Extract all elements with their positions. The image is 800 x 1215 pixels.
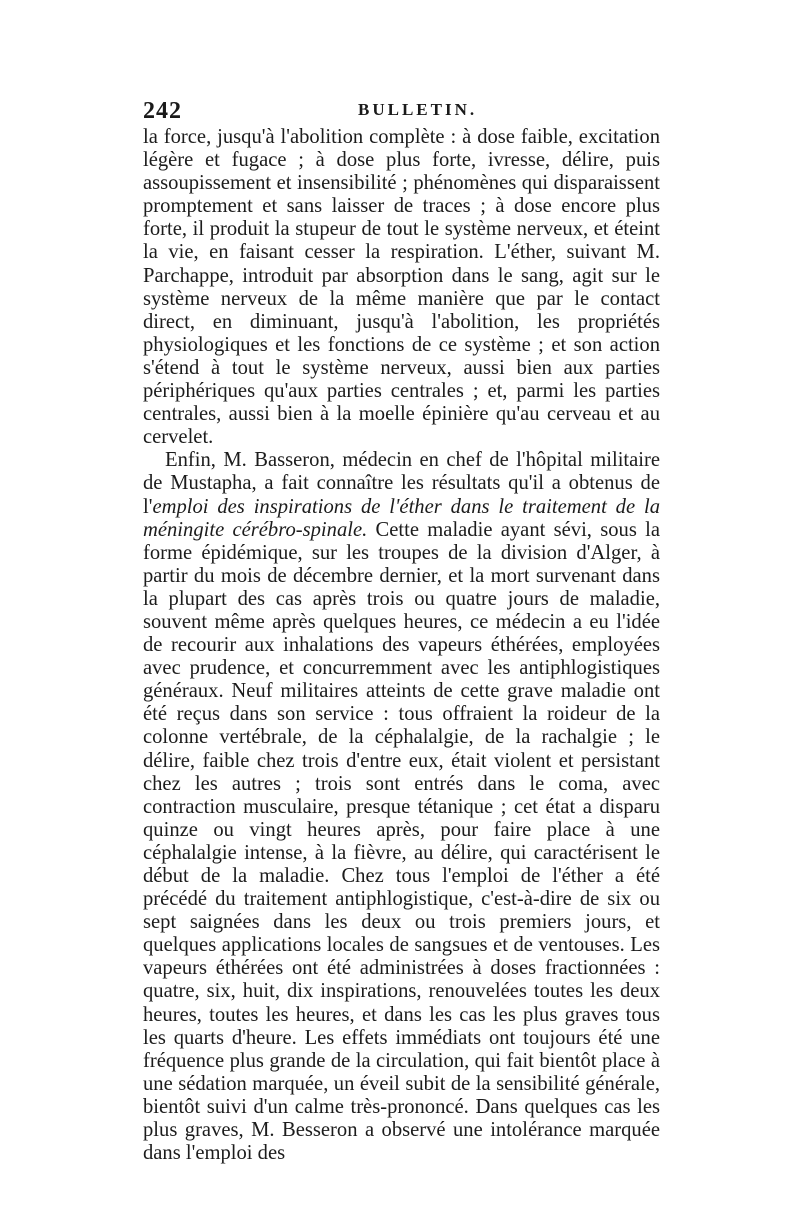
- page-header: [143, 98, 663, 128]
- paragraph-2-italic-title: emploi des inspirations de l'éther dans le traitement de la méningite cérébro-spinale.: [143, 495, 660, 541]
- body-text: [143, 126, 660, 1165]
- paragraph-2-rest: Cette maladie ayant sévi, sous la forme épidémique, sur les troupes de la division d'Alger, à partir du mois de décembre dernier, et la mort survenant dans la plupart des cas après trois ou quatre jours de maladie, souvent même après quelques heures, ce médecin a eu l'idée de recourir aux inhalations des vapeurs éthérées, employées avec prudence, et concurremment avec les antiphlogistiques généraux. Neuf militaires atteints de cette grave maladie ont été reçus dans son service : tous offraient la roideur de la colonne vertébrale, de la céphalalgie, de la rachalgie ; le délire, faible chez trois d'entre eux, était violent et persistant chez les autres ; trois sont entrés dans le coma, avec contraction musculaire, presque tétanique ; cet état a disparu quinze ou vingt heures après, pour faire place à une céphalalgie intense, à la fièvre, au délire, qui caractérisent le début de la maladie. Chez tous l'emploi de l'éther a été précédé du traitement antiphlogistique, c'est-à-dire de six ou sept saignées dans les deux ou trois premiers jours, et quelques applications locales de sangsues et de ventouses. Les vapeurs éthérées ont été administrées à doses fractionnées : quatre, six, huit, dix inspirations, renouvelées toutes les deux heures, toutes les heures, et dans les cas les plus graves tous les quarts d'heure. Les effets immédiats ont toujours été une fréquence plus grande de la circulation, qui fait bientôt place à une sédation marquée, un éveil subit de la sensibilité générale, bientôt suivi d'un calme très-prononcé. Dans quelques cas les plus graves, M. Besseron a observé une intolérance marquée dans l'emploi des: [143, 518, 660, 1165]
- paragraph-2: [143, 449, 660, 1165]
- running-head: BULLETIN.: [358, 100, 478, 119]
- paragraph-1: la force, jusqu'à l'abolition complète : à dose faible, excitation légère et fugace ; à dose plus forte, ivresse, délire, puis assoupissement et insensibilité ; phénomènes qui disparaissent promptement et sans laisser de traces ; à dose encore plus forte, il produit la stupeur de tout le système nerveux, et éteint la vie, en faisant cesser la respiration. L'éther, suivant M. Parchappe, introduit par absorption dans le sang, agit sur le système nerveux de la même manière que par le contact direct, en diminuant, jusqu'à l'abolition, les propriétés physiologiques et les fonctions de ce système ; et son action s'étend à tout le système nerveux, aussi bien aux parties périphériques qu'aux parties centrales ; et, parmi les parties centrales, aussi bien à la moelle épinière qu'au cerveau et au cervelet.: [143, 126, 660, 449]
- page-number: 242: [143, 98, 182, 124]
- paragraph-2-start: Enfin, M. Basseron, médecin en chef de l'hôpital militaire de Mustapha, a fait connaître les résultats qu'il a obtenus de l': [143, 449, 660, 518]
